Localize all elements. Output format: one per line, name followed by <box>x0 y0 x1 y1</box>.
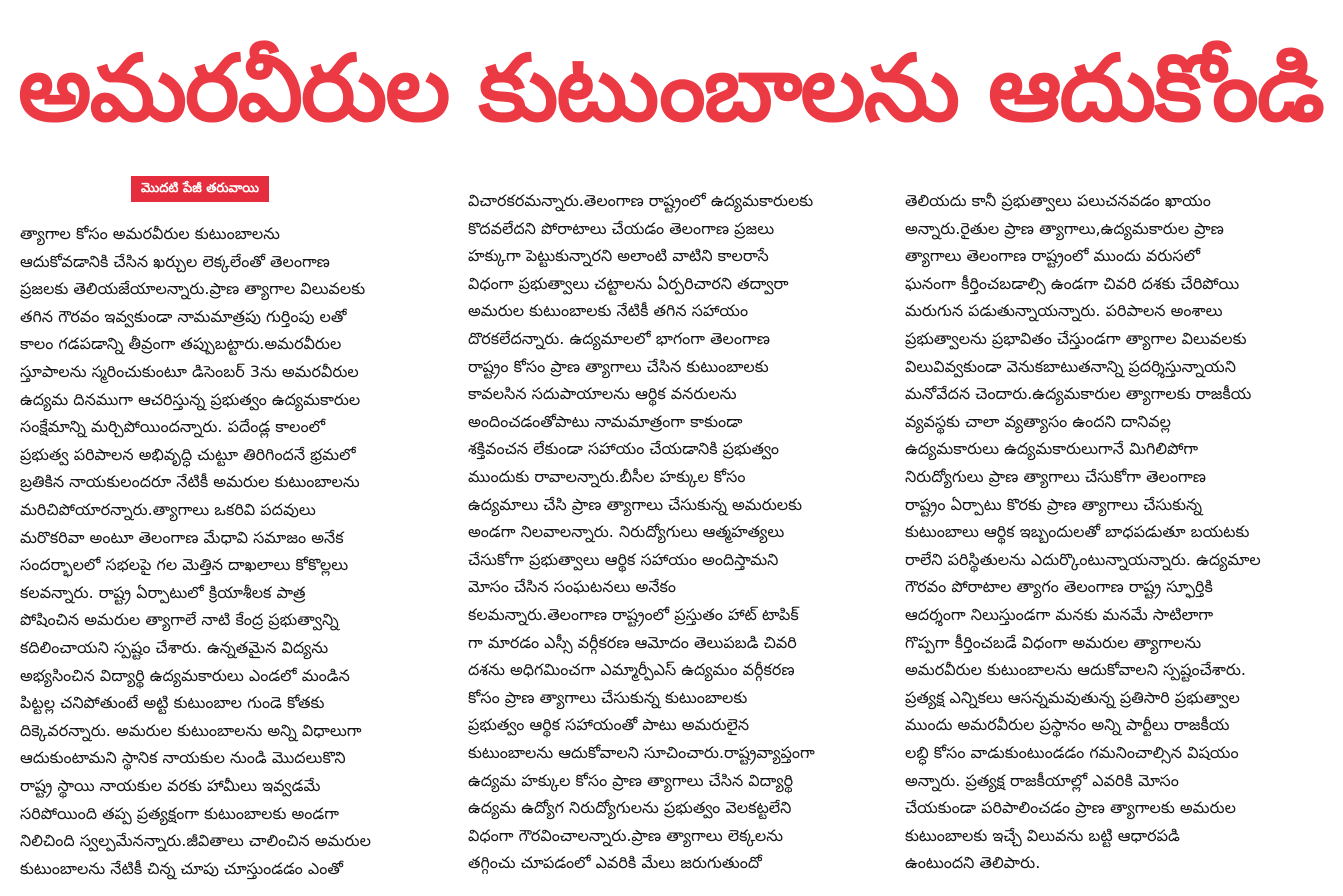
text-line: విచారకరమన్నారు.తెలంగాణ రాష్ట్రంలో ఉద్యమకారులకు <box>468 191 814 210</box>
text-line: మోసం చేసిన సంఘటనలు అనేకం <box>468 577 677 597</box>
text-line: ప్రజలకు తెలియజేయాలన్నారు.ప్రాణ త్యాగాల విలువలకు <box>20 279 366 299</box>
text-line: కలమన్నారు.తెలంగాణ రాష్ట్రంలో ప్రస్తుతం హాట్ టాపిక్ <box>468 605 799 624</box>
text-line: తగిన గౌరవం ఇవ్వకుండా నామమాత్రపు గుర్తింపు లతో <box>20 306 347 326</box>
text-line: ఉద్యమకారులు ఉద్యమకారులుగానే మిగిలిపోగా <box>905 439 1199 459</box>
text-line: బ్రతికిన నాయకులందరూ నేటికీ అమరుల కుటుంబాలను <box>20 472 360 492</box>
text-line: గౌరవం పోరాటాల త్యాగం తెలంగాణ రాష్ట్ర స్ఫూర్తికి <box>905 577 1213 597</box>
text-line: కుటుంబాలు ఆర్థిక ఇబ్బందులతో బాధపడుతూ బయటకు <box>905 522 1250 542</box>
text-line: ఆదర్శంగా నిలుస్తుండగా మనకు మనమే సాటిలాగా <box>905 605 1214 624</box>
text-line: సరిపోయింది తప్ప ప్రత్యక్షంగా కుటుంబాలకు అండగా <box>20 803 339 823</box>
text-line: ఉంటుందని తెలిపారు. <box>905 853 1041 873</box>
text-line: సంక్షేమాన్ని మర్చిపోయిందన్నారు. పదేండ్ల కాలంలో <box>20 417 326 437</box>
text-line: ఉద్యమ హక్కుల కోసం ప్రాణ త్యాగాలు చేసిన విద్యార్థి <box>468 770 794 790</box>
text-line: చేసుకోగా ప్రభుత్వాలు ఆర్థిక సహాయం అందిస్తామని <box>468 549 779 569</box>
text-line: దొరకలేదన్నారు. ఉద్యమాలలో భాగంగా తెలంగాణ <box>468 329 770 348</box>
text-line: వ్యవస్థకు చాలా వ్యత్యాసం ఉందని దానివల్ల <box>905 411 1171 431</box>
article-column-1 <box>20 0 448 896</box>
text-line: ప్రత్యక్ష ఎన్నికలు ఆసన్నమవుతున్న ప్రతిసారి ప్రభుత్వాల <box>905 687 1240 707</box>
text-line: మనోవేదన చెందారు.ఉద్యమకారుల త్యాగాలకు రాజకీయ <box>905 384 1252 404</box>
text-line: పిట్టల్ల చనిపోతుంటే అట్టి కుటుంబాల గుండె కోతకు <box>20 693 325 713</box>
text-line: ఘనంగా కీర్తించబడాల్సి ఉండగా చివరి దశకు చేరిపోయి <box>905 273 1240 293</box>
text-line: తగ్గించు చూపడంలో ఎవరికి మేలు జరుగుతుందో <box>468 853 762 873</box>
text-line: రాలేని పరిస్థితులను ఎదుర్కొంటున్నాయన్నారు. ఉద్యమాల <box>905 549 1261 569</box>
text-line: మరుగున పడుతున్నాయన్నారు. పరిపాలన అంశాలు <box>905 301 1223 321</box>
text-line: కావలసిన సదుపాయాలను ఆర్థిక వనరులను <box>468 384 737 404</box>
text-line: అండగా నిలవాలన్నారు. నిరుద్యోగులు ఆత్మహత్యలు <box>468 522 785 542</box>
text-line: త్యాగాలు తెలంగాణ రాష్ట్రంలో ముందు వరుసలో <box>905 246 1201 266</box>
text-line: అమరవీరుల కుటుంబాలను ఆదుకోవాలని స్పష్టంచేశారు. <box>905 660 1246 680</box>
text-line: దిక్కెవరన్నారు. అమరుల కుటుంబాలను అన్ని విధాలుగా <box>20 720 362 740</box>
text-line: ఉద్యమాలు చేసి ప్రాణ త్యాగాలు చేసుకున్న అమరులకు <box>468 494 802 514</box>
text-line: విలువివ్వకుండా వెనుకబాటుతనాన్ని ప్రదర్శిస్తున్నాయని <box>905 356 1236 376</box>
text-line: లబ్ధి కోసం వాడుకుంటుండడం గమనించాల్సిన విషయం <box>905 743 1239 762</box>
text-line: ప్రభుత్వ పరిపాలన అభివృద్ధి చుట్టూ తిరిగిందనే భ్రమలో <box>20 444 356 464</box>
text-line: నిలిచింది స్వల్పమేనన్నారు.జీవితాలు చాలించిన అమరుల <box>20 831 371 851</box>
text-line: కుటుంబాలను ఆదుకోవాలని సూచించారు.రాష్ట్రవ్యాప్తంగా <box>468 743 815 762</box>
text-line: శక్తివంచన లేకుండా సహాయం చేయడానికి ప్రభుత్వం <box>468 439 780 459</box>
text-line: స్తూపాలను స్మరించుకుంటూ డిసెంబర్ 3ను అమరవీరుల <box>20 362 359 381</box>
article-column-2 <box>468 0 886 896</box>
headline: అమరవీరుల కుటుంబాలను ఆదుకోండి <box>18 35 1323 142</box>
text-line: గా మారడం ఎస్సీ వర్గీకరణ ఆమోదం తెలుపబడి చివరి <box>468 632 797 652</box>
text-line: ముందుకు రావాలన్నారు.బీసీల హక్కుల కోసం <box>468 467 746 486</box>
text-line: కోసం ప్రాణ త్యాగాలు చేసుకున్న కుటుంబాలకు <box>468 687 748 707</box>
text-line: రాష్ట్ర స్థాయి నాయకుల వరకు హామీలు ఇవ్వడమే <box>20 776 321 795</box>
text-line: పోషించిన అమరుల త్యాగాలే నాటి కేంద్ర ప్రభుత్వాన్ని <box>20 610 339 630</box>
article-column-3 <box>905 0 1330 896</box>
text-line: విధంగా గౌరవించాలన్నారు.ప్రాణ త్యాగాలు లెక్కలను <box>468 825 784 845</box>
text-line: కుటుంబాలను నేటికీ చిన్న చూపు చూస్తుండడం ఎంతో <box>20 858 343 878</box>
text-line: దశను అధిగమించగా ఎమ్మార్పీఎస్ ఉద్యమం వర్గీకరణ <box>468 660 795 680</box>
text-line: నిరుద్యోగులు ప్రాణ త్యాగాలు చేసుకోగా తెలంగాణ <box>905 467 1206 486</box>
text-line: సందర్భాలలో సభలపై గల మెత్తిన దాఖలాలు కోకొల్లలు <box>20 555 349 575</box>
text-line: ప్రభుత్వం ఆర్థిక సహాయంతో పాటు అమరులైన <box>468 715 750 735</box>
text-line: ఉద్యమ ఉద్యోగ నిరుద్యోగులను ప్రభుత్వం వెలకట్టలేని <box>468 798 792 818</box>
text-line: మరిచిపోయారన్నారు.త్యాగాలు ఒకరివి పదవులు <box>20 500 316 519</box>
text-line: అన్నారు.రైతుల ప్రాణ త్యాగాలు,ఉద్యమకారుల ప్రాణ <box>905 218 1224 238</box>
text-line: తెలియదు కానీ ప్రభుత్వాలు పలుచనవడం ఖాయం <box>905 191 1211 210</box>
text-line: కదిలించాయని స్పష్టం చేశారు. ఉన్నతమైన విద్యను <box>20 638 329 657</box>
text-line: ఉద్యమ దినముగా ఆచరిస్తున్న ప్రభుత్వం ఉద్యమకారుల <box>20 389 361 409</box>
text-line: ఆదుకోవడానికి చేసిన ఖర్చుల లెక్కలేంతో తెలంగాణ <box>20 251 330 271</box>
text-line: రాష్ట్రం ఏర్పాటు కొరకు ప్రాణ త్యాగాలు చేసుకున్న <box>905 494 1203 514</box>
continuation-tag: మొదటి పేజీ తరువాయి <box>131 176 269 202</box>
text-line: మరొకరివా అంటూ తెలంగాణ మేధావి సమాజం అనేక <box>20 527 344 547</box>
text-line: రాష్ట్రం కోసం ప్రాణ త్యాగాలు చేసిన కుటుంబాలకు <box>468 356 769 376</box>
text-line: ముందు అమరవీరుల ప్రస్థానం అన్ని పార్టీలు రాజకీయ <box>905 715 1230 735</box>
text-line: కుటుంబాలకు ఇచ్చే విలువను బట్టి ఆధారపడి <box>905 825 1180 845</box>
text-line: హక్కుగా పెట్టుకున్నారని అలాంటి వాటిని కాలరాసే <box>468 246 769 266</box>
text-line: విధంగా ప్రభుత్వాలు చట్టాలను ఏర్పరిచారని తద్వారా <box>468 273 789 293</box>
text-line: కొదవలేదని పోరాటాలు చేయడం తెలంగాణ ప్రజలు <box>468 218 775 238</box>
text-line: గొప్పగా కీర్తించబడే విధంగా అమరుల త్యాగాలను <box>905 632 1202 652</box>
text-line: చేయకుండా పరిపాలించడం ప్రాణ త్యాగాలకు అమరుల <box>905 798 1236 818</box>
text-line: ఆదుకుంటామని స్థానిక నాయకుల నుండి మొదలుకొని <box>20 748 346 768</box>
text-line: అభ్యసించిన విద్యార్థి ఉద్యమకారులు ఎండలో మండిన <box>20 665 350 685</box>
text-line: కలవన్నారు. రాష్ట్ర ఏర్పాటులో క్రియాశీలక పాత్ర <box>20 582 306 602</box>
text-line: అమరుల కుటుంబాలకు నేటికీ తగిన సహాయం <box>468 301 749 321</box>
text-line: అన్నారు. ప్రత్యక్ష రాజకీయాల్లో ఎవరికి మోసం <box>905 770 1179 790</box>
text-line: ప్రభుత్వాలను ప్రభావితం చేస్తుండగా త్యాగాల విలువలకు <box>905 329 1247 348</box>
text-line: కాలం గడపడాన్ని తీవ్రంగా తప్పుబట్టారు.అమరవీరుల <box>20 334 342 354</box>
text-line: అందించడంతోపాటు నామమాత్రంగా కాకుండా <box>468 411 743 431</box>
text-line: త్యాగాల కోసం అమరవీరుల కుటుంబాలను <box>20 224 280 243</box>
